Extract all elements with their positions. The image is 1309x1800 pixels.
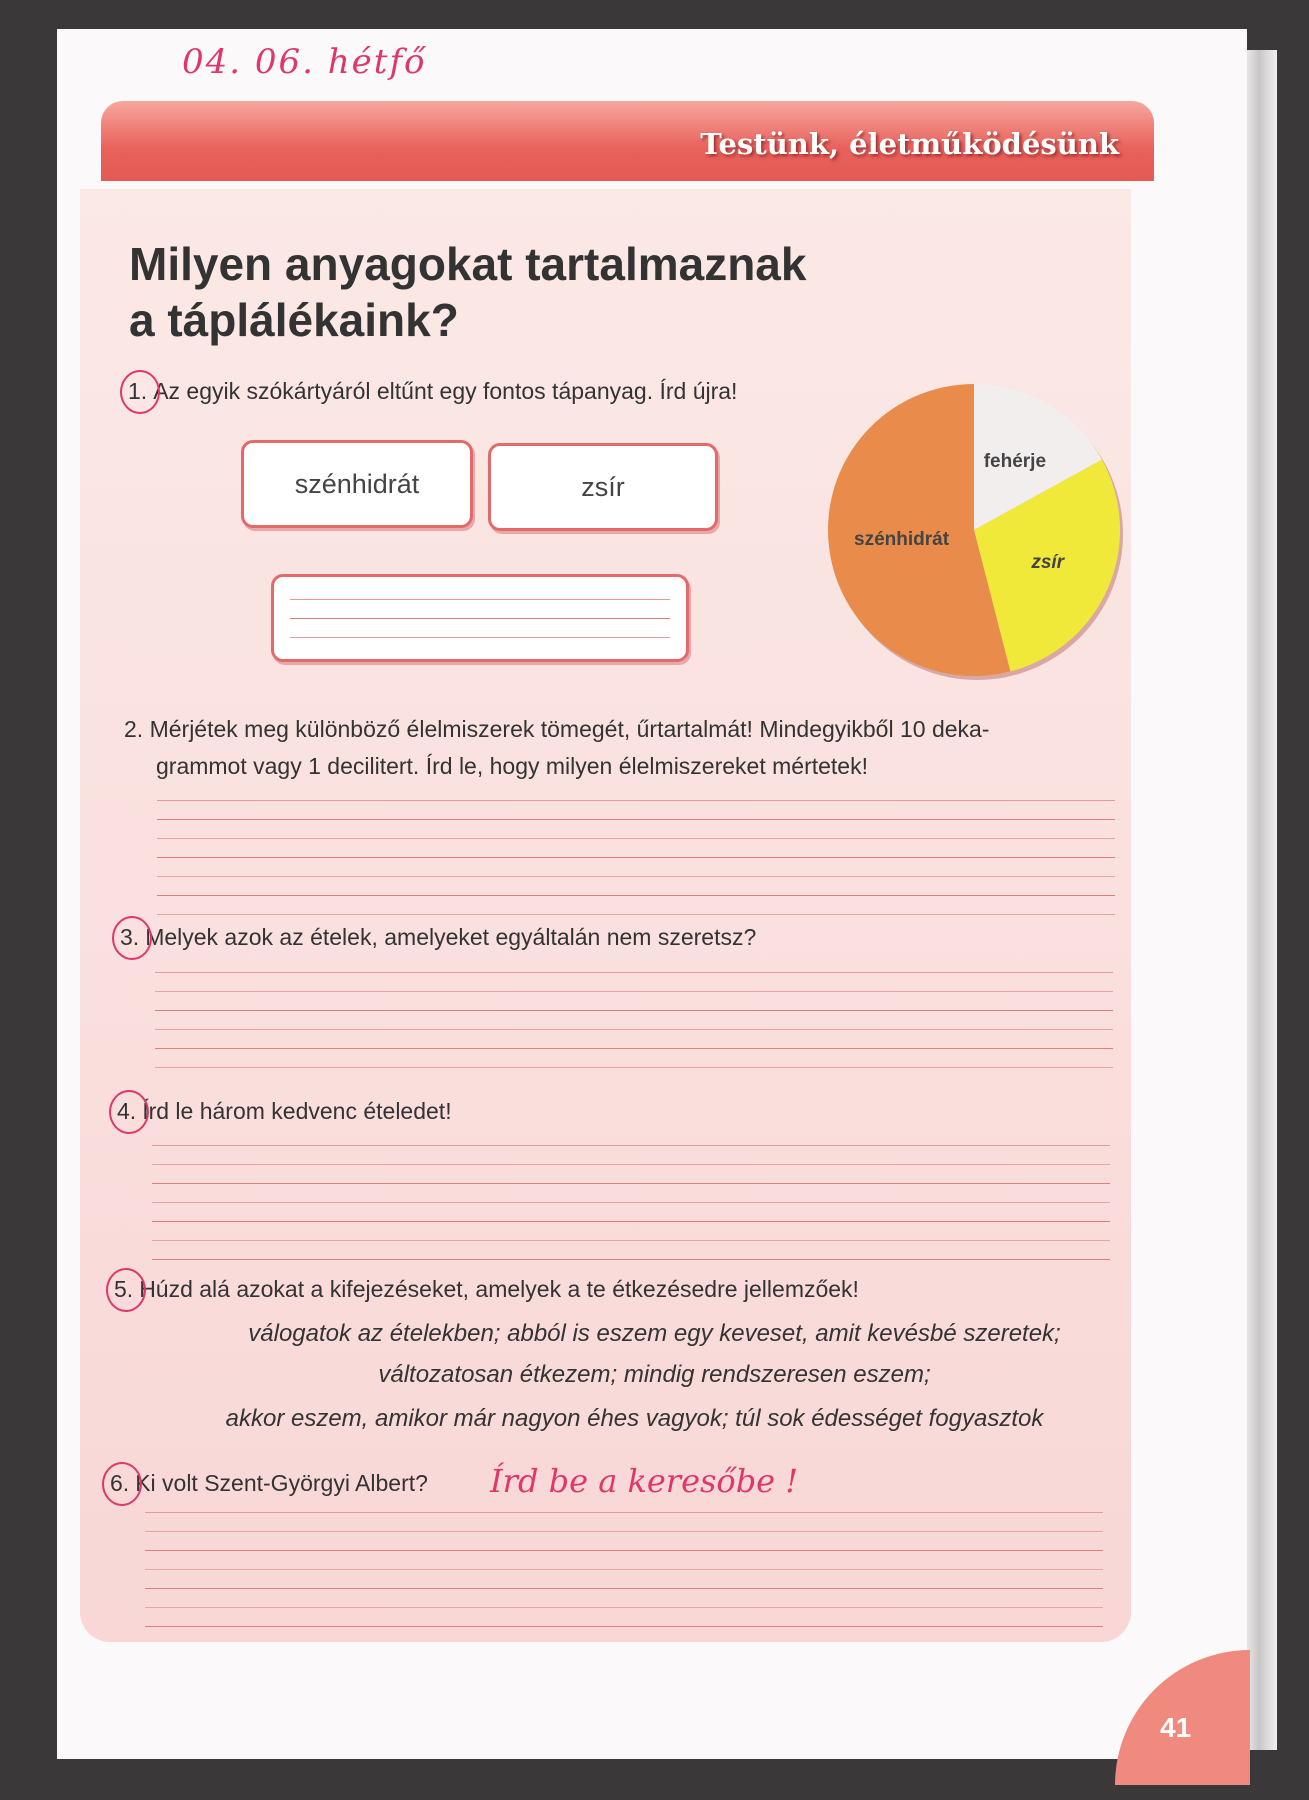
- question-6: 6. Ki volt Szent-Györgyi Albert?: [110, 1470, 428, 1496]
- blank-word-card[interactable]: [271, 574, 689, 662]
- question-2: 2. Mérjétek meg különböző élelmiszerek tömegét, űrtartalmát! Mindegyikből 10 deka- grammot vagy 1 decilitert. Írd le, hogy milyen élelmiszereket mértetek!: [124, 716, 990, 779]
- option-line-1[interactable]: válogatok az ételekben; abból is eszem egy keveset, amit kevésbé szeretek;: [248, 1320, 1061, 1347]
- option-line-3[interactable]: akkor eszem, amikor már nagyon éhes vagyok; túl sok édességet fogyasztok: [225, 1405, 1044, 1432]
- option-line-2[interactable]: változatosan étkezem; mindig rendszeresen eszem;: [378, 1361, 931, 1388]
- answer-lines-2[interactable]: [157, 800, 1115, 915]
- question-5: 5. Húzd alá azokat a kifejezéseket, amelyek a te étkezésedre jellemzőek!: [114, 1276, 859, 1302]
- answer-lines-3[interactable]: [155, 972, 1113, 1068]
- pie-label-1: zsír: [1031, 551, 1065, 573]
- pie-label-2: szénhidrát: [854, 529, 950, 551]
- page-number: 41: [1160, 1712, 1192, 1743]
- question-3: 3. Melyek azok az ételek, amelyeket egyáltalán nem szeretsz?: [120, 924, 757, 950]
- question-1: 1. Az egyik szókártyáról eltűnt egy fontos tápanyag. Írd újra!: [128, 378, 738, 404]
- answer-lines-4[interactable]: [152, 1145, 1110, 1260]
- word-card-fat: zsír: [488, 443, 718, 531]
- word-card-carbohydrate: szénhidrát: [241, 440, 473, 528]
- page-title: Milyen anyagokat tartalmaznak a táplálékaink?: [129, 238, 807, 346]
- question-4: 4. Írd le három kedvenc ételedet!: [117, 1098, 452, 1124]
- chapter-title: Testünk, életműködésünk: [700, 127, 1119, 161]
- pie-label-0: fehérje: [983, 450, 1047, 472]
- chapter-header: [101, 101, 1154, 181]
- handwritten-answer-6: Írd be a keresőbe !: [490, 1462, 799, 1500]
- handwritten-date: 04. 06. hétfő: [182, 42, 427, 82]
- nutrient-pie-chart: [820, 380, 1130, 690]
- answer-lines-6[interactable]: [145, 1512, 1103, 1627]
- page-edge: [1247, 50, 1277, 1750]
